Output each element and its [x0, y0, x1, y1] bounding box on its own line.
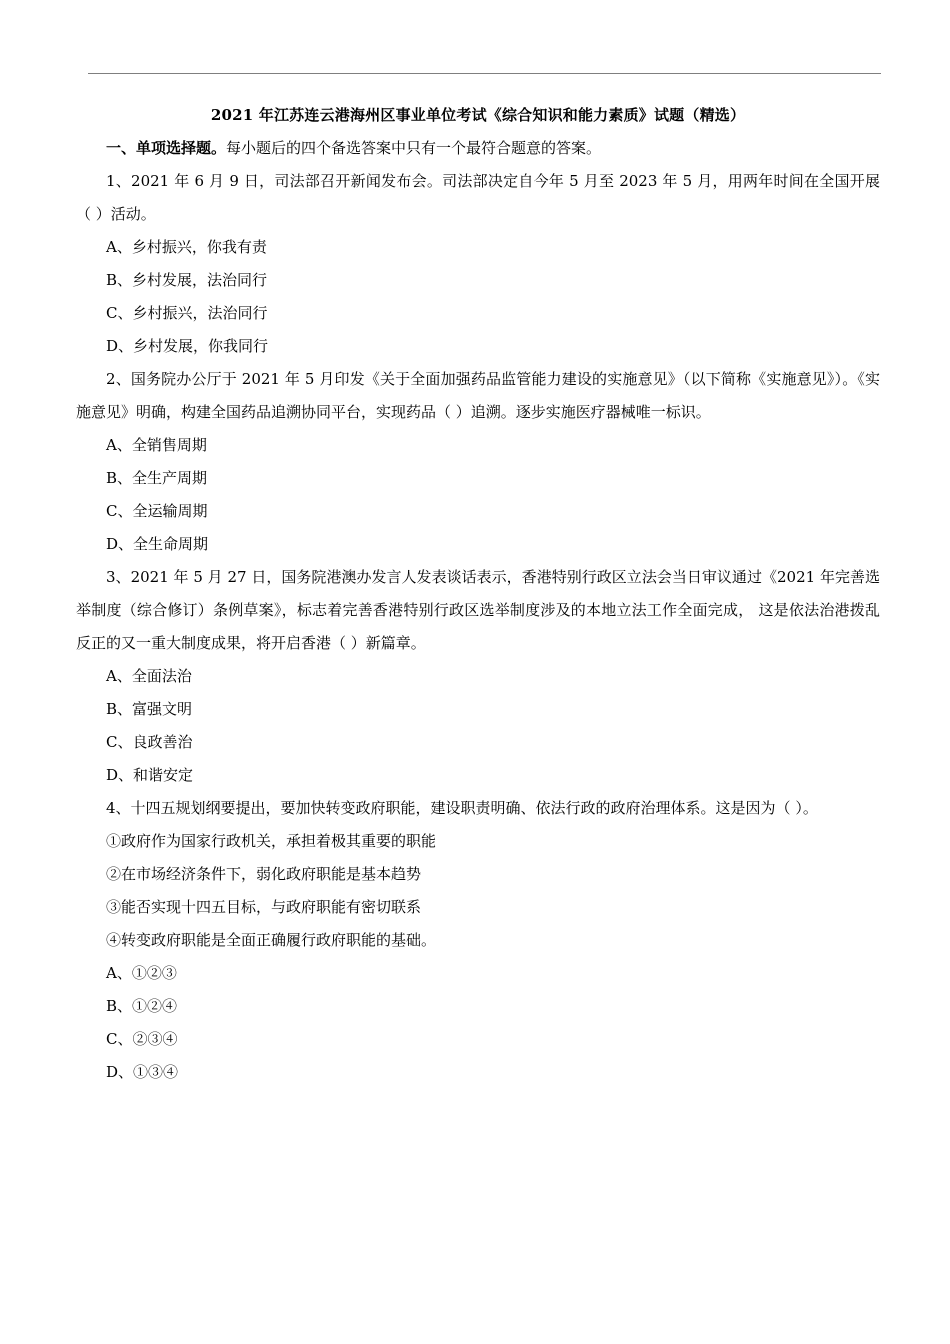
option-d: D、和谐安定: [106, 766, 194, 784]
option-b: B、富强文明: [106, 700, 193, 718]
option-d: D、全生命周期: [106, 535, 209, 553]
section-instruction: 每小题后的四个备选答案中只有一个最符合题意的答案。: [226, 139, 602, 157]
question-3: [76, 561, 880, 792]
header-rule: [88, 73, 881, 74]
option-a: A、乡村振兴，你我有责: [106, 238, 267, 256]
option-c: C、良政善治: [106, 733, 193, 751]
section-heading-label: 一、单项选择题。: [106, 139, 227, 157]
statement-4: ④转变政府职能是全面正确履行政府职能的基础。: [106, 931, 437, 949]
question-4: [76, 792, 880, 1089]
question-stem: 3、2021 年 5 月 27 日，国务院港澳办发言人发表谈话表示，香港特别行政区立法会当日审议通过《2021 年完善选举制度（综合修订）条例草案》，标志着完善香港特别行政区选举制度涉及的本地立法工作全面完成， 这是依法治港拨乱反正的又一重大制度成果，将开启香港（ ）新篇章。: [76, 568, 880, 652]
option-c: C、全运输周期: [106, 502, 208, 520]
question-2: [76, 363, 880, 561]
option-b: B、乡村发展，法治同行: [106, 271, 268, 289]
option-a: A、①②③: [106, 964, 177, 982]
document-title: 2021 年江苏连云港海州区事业单位考试《综合知识和能力素质》试题（精选）: [210, 106, 746, 124]
statement-2: ②在市场经济条件下，弱化政府职能是基本趋势: [106, 865, 422, 883]
option-a: A、全销售周期: [106, 436, 207, 454]
question-stem: 2、国务院办公厅于 2021 年 5 月印发《关于全面加强药品监管能力建设的实施意见》（以下简称《实施意见》）。《实施意见》明确，构建全国药品追溯协同平台，实现药品（ ）追溯。逐步实施医疗器械唯一标识。: [76, 370, 880, 421]
statement-3: ③能否实现十四五目标，与政府职能有密切联系: [106, 898, 422, 916]
option-d: D、①③④: [106, 1063, 179, 1081]
question-stem: 1、2021 年 6 月 9 日，司法部召开新闻发布会。司法部决定自今年 5 月至 2023 年 5 月，用两年时间在全国开展（ ）活动。: [76, 172, 880, 223]
section-heading: [76, 132, 880, 165]
statement-1: ①政府作为国家行政机关，承担着极其重要的职能: [106, 832, 437, 850]
document-content: [76, 102, 880, 1089]
option-b: B、全生产周期: [106, 469, 208, 487]
question-stem: 4、十四五规划纲要提出，要加快转变政府职能，建设职责明确、依法行政的政府治理体系。这是因为（ ）。: [106, 799, 818, 817]
option-b: B、①②④: [106, 997, 178, 1015]
option-c: C、乡村振兴，法治同行: [106, 304, 268, 322]
option-c: C、②③④: [106, 1030, 178, 1048]
option-a: A、全面法治: [106, 667, 192, 685]
option-d: D、乡村发展，你我同行: [106, 337, 269, 355]
question-1: [76, 165, 880, 363]
